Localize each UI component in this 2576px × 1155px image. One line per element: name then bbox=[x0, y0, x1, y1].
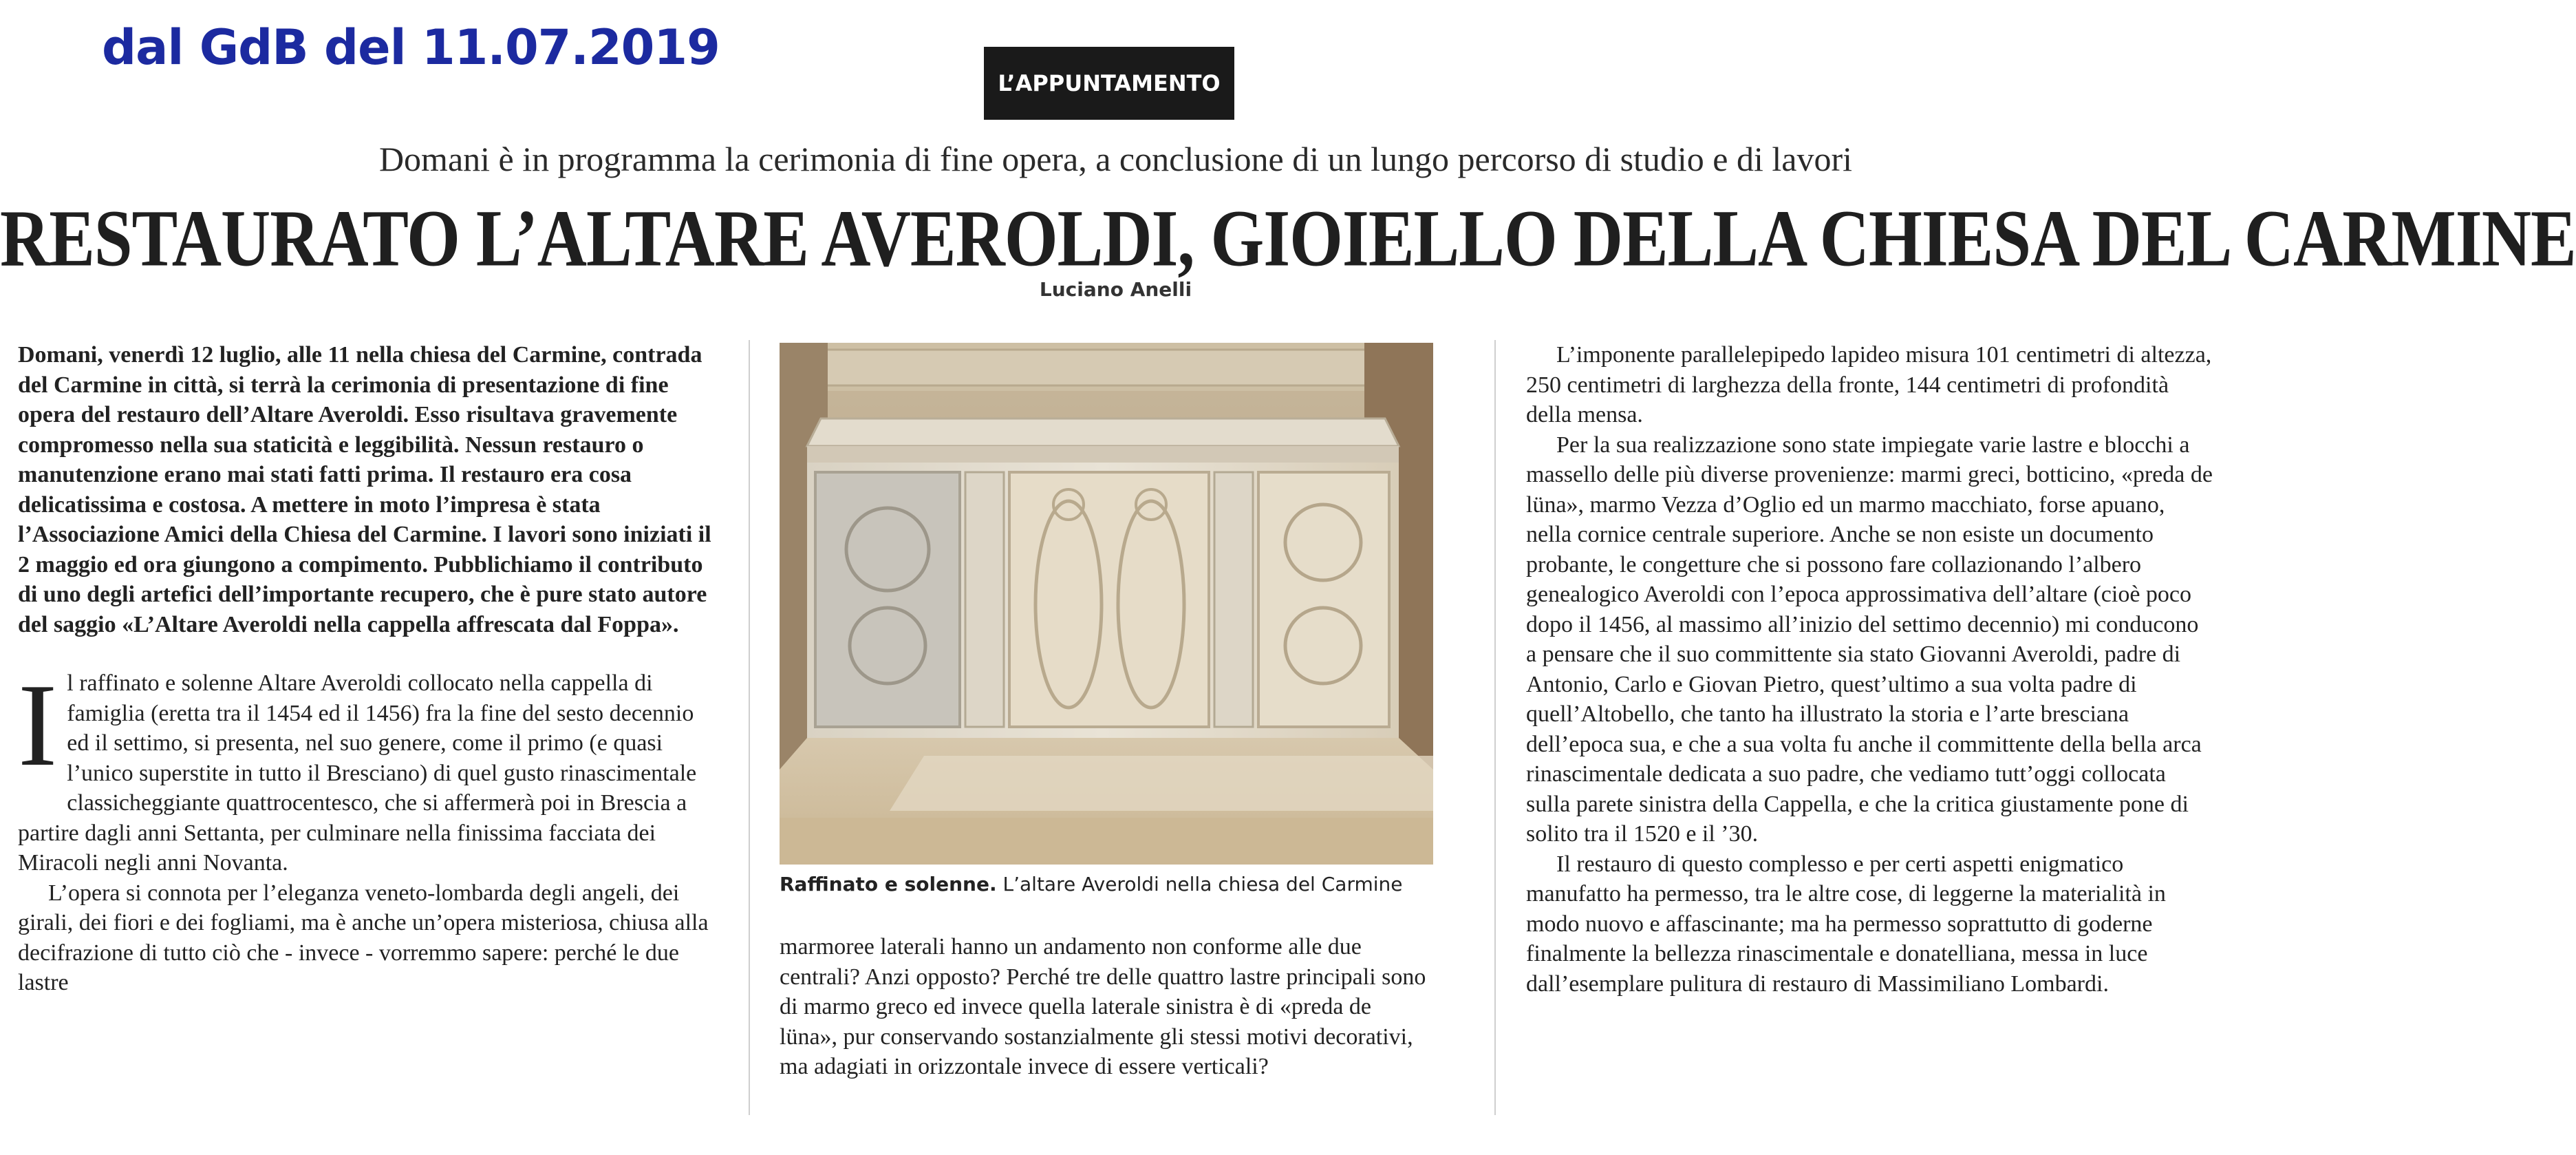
article-column-2 bbox=[780, 932, 1432, 1082]
drop-cap: I bbox=[18, 660, 58, 791]
section-kicker: L’APPUNTAMENTO bbox=[984, 47, 1234, 120]
article-byline: Luciano Anelli bbox=[1039, 278, 1192, 301]
article-intro: Domani, venerdì 12 luglio, alle 11 nella chiesa del Carmine, contrada del Carmine in città, si terrà la cerimonia di presentazione di fine opera del restauro dell’Altare Averoldi. Esso risultava gravemente compromesso nella sua staticità e leggibilità. Nessun restauro o manutenzione erano mai stati fatti prima. Il restauro era cosa delicatissima e costosa. A mettere in moto l’impresa è stata l’Associazione Amici della Chiesa del Carmine. I lavori sono iniziati il 2 maggio ed ora giungono a compimento. Pubblichiamo il contributo di uno degli artefici dell’importante recupero, che è pure stato autore del saggio «L’Altare Averoldi nella cappella affrescata dal Foppa». bbox=[18, 342, 711, 637]
body-paragraph-5: Per la sua realizzazione sono state impiegate varie lastre e blocchi a massello delle più diverse provenienze: marmi greci, botticino, «preda de lüna», marmo Vezza d’Oglio ed un marmo macchiato, forse apuano, nella cornice centrale superiore. Anche se non esiste un documento probante, le congetture che si possono fare collazionando l’albero genealogico Averoldi con l’epoca approssimativa dell’altare (cioè poco dopo il 1456, al massimo all’inizio del settimo decennio) mi conducono a pensare che il suo committente sia stato Giovanni Averoldi, padre di Antonio, Carlo e Giovan Pietro, quest’ultimo a sua volta padre di quell’Altobello, che tanto ha illustrato la storia e l’arte bresciana dell’epoca sua, e che a sua volta fu anche il committente della bella arca rinascimentale dedicata a suo padre, che vediamo tutt’oggi collocata sulla parete sinistra della Cappella, e che la critica giustamente pone di solito tra il 1520 e il ’30. bbox=[1526, 432, 2213, 847]
article-column-1 bbox=[18, 340, 720, 998]
altar-photo bbox=[780, 343, 1433, 865]
caption-bold: Raffinato e solenne. bbox=[780, 873, 997, 896]
source-label: dal GdB del 11.07.2019 bbox=[102, 19, 720, 76]
body-paragraph-1: l raffinato e solenne Altare Averoldi collocato nella cappella di famiglia (eretta tra il 1454 ed il 1456) fra la fine del sesto decennio ed il settimo, si presenta, nel suo genere, come il primo (e quasi l’unico superstite in tutto il Bresciano) di quel gusto rinascimentale classicheggiante quattrocentesco, che si affermerà poi in Brescia a partire dagli anni Settanta, per culminare nella finissima facciata dei Miracoli negli anni Novanta. bbox=[18, 670, 697, 876]
body-paragraph-3: marmoree laterali hanno un andamento non conforme alle due centrali? Anzi opposto? Perché tre delle quattro lastre principali sono di marmo greco ed invece quella laterale sinistra è di «preda de lüna», pur conservando sostanzialmente gli stessi motivi decorativi, ma adagiati in orizzontale invece di essere verticali? bbox=[780, 934, 1426, 1079]
caption-text: L’altare Averoldi nella chiesa del Carmine bbox=[996, 873, 1403, 896]
body-paragraph-2: L’opera si connota per l’eleganza veneto-lombarda degli angeli, dei girali, dei fiori e dei fogliami, ma è anche un’opera misteriosa, chiusa alla decifrazione di tutto ciò che - invece - vorremmo sapere: perché le due lastre bbox=[18, 880, 709, 995]
body-paragraph-6: Il restauro di questo complesso e per certi aspetti enigmatico manufatto ha permesso, tra le altre cose, di leggerne la materialità in modo nuovo e affascinante; ma ha permesso soprattutto di goderne finalmente la bellezza rinascimentale e donatelliana, messa in luce dall’esemplare pulitura di restauro di Massimiliano Lombardi. bbox=[1526, 851, 2166, 997]
article-column-3 bbox=[1526, 340, 2214, 999]
article-subtitle: Domani è in programma la cerimonia di fine opera, a conclusione di un lungo percorso di studio e di lavori bbox=[378, 140, 1853, 178]
article-headline: RESTAURATO L’ALTARE AVEROLDI, GIOIELLO DELLA CHIESA DEL CARMINE bbox=[0, 193, 2576, 284]
body-paragraph-4: L’imponente parallelepipedo lapideo misura 101 centimetri di altezza, 250 centimetri di larghezza della fronte, 144 centimetri di profondità della mensa. bbox=[1526, 342, 2212, 427]
column-rule-left bbox=[749, 340, 750, 1115]
photo-caption bbox=[780, 873, 1433, 896]
column-rule-right bbox=[1494, 340, 1496, 1115]
